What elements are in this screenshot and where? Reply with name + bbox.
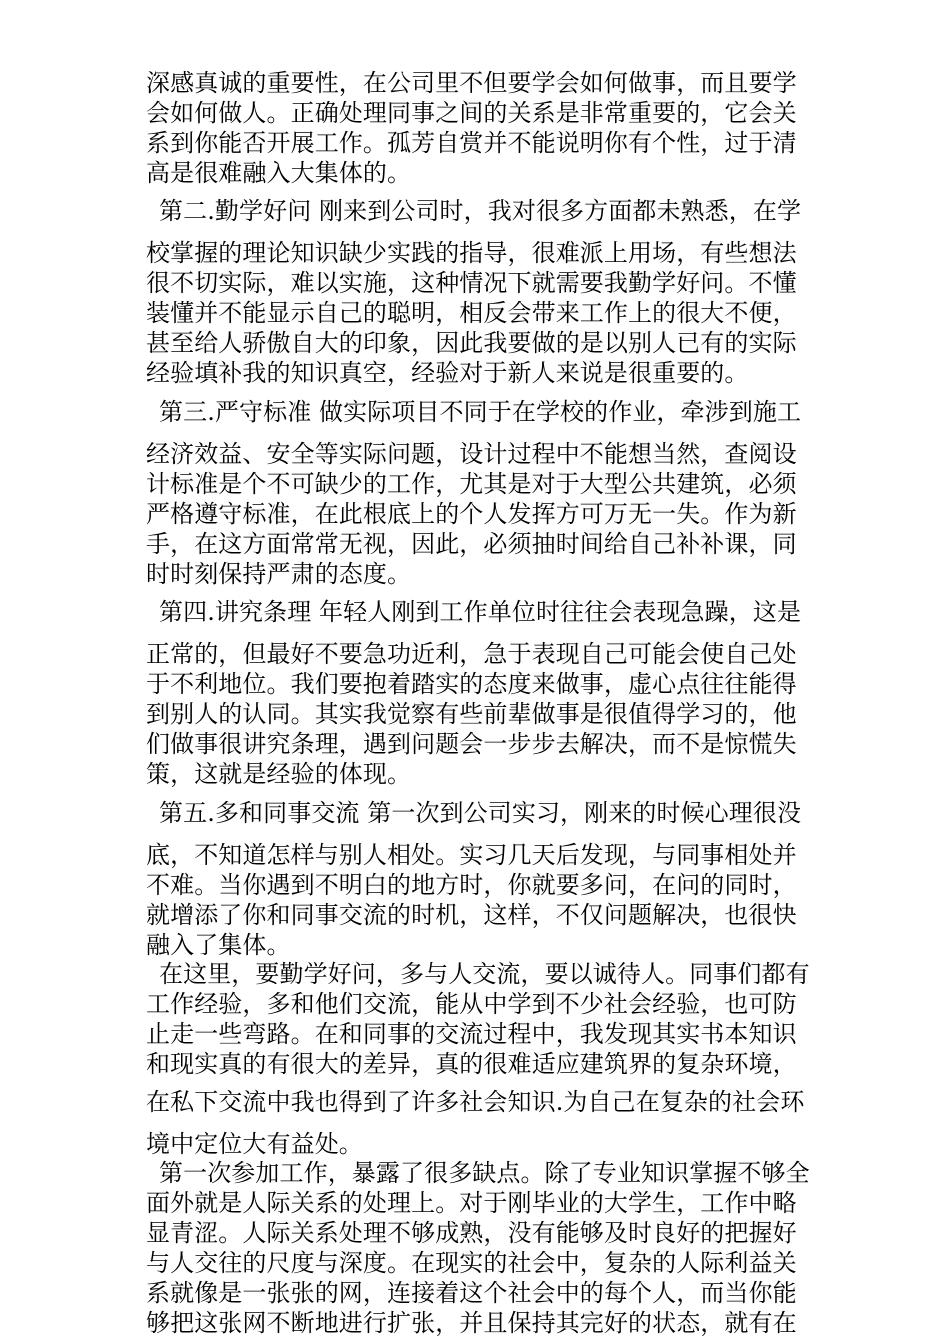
text-line: 显青涩。人际关系处理不够成熟，没有能够及时良好的把握好 (146, 1219, 797, 1247)
text-line: 们做事很讲究条理，遇到问题会一步步去解决，而不是惊慌失 (146, 730, 797, 758)
text-line: 到别人的认同。其实我觉察有些前辈做事是很值得学习的，他 (146, 700, 797, 728)
text-line: 第一次参加工作，暴露了很多缺点。除了专业知识掌握不够全 (159, 1159, 810, 1187)
text-line: 经验填补我的知识真空，经验对于新人来说是很重要的。 (146, 359, 749, 387)
text-line: 策，这就是经验的体现。 (146, 760, 412, 788)
text-line: 第五.多和同事交流 第一次到公司实习，刚来的时候心理很没 (159, 799, 802, 827)
text-line: 时时刻保持严肃的态度。 (146, 560, 412, 588)
text-line: 够把这张网不断地进行扩张，并且保持其完好的状态，就有在 (146, 1309, 797, 1337)
text-line: 甚至给人骄傲自大的印象，因此我要做的是以别人已有的实际 (146, 329, 797, 357)
text-line: 经济效益、安全等实际问题，设计过程中不能想当然，查阅设 (146, 440, 797, 468)
text-line: 于不利地位。我们要抱着踏实的态度来做事，虚心点往往能得 (146, 670, 797, 698)
text-line: 手，在这方面常常无视，因此，必须抽时间给自己补补课，同 (146, 530, 797, 558)
text-line: 在这里，要勤学好问，多与人交流，要以诚待人。同事们都有 (159, 960, 810, 988)
text-line: 第二.勤学好问 刚来到公司时，我对很多方面都未熟悉，在学 (159, 197, 802, 225)
text-line: 融入了集体。 (146, 931, 291, 959)
text-line: 工作经验，多和他们交流，能从中学到不少社会经验，也可防 (146, 990, 797, 1018)
text-line: 与人交往的尺度与深度。在现实的社会中，复杂的人际利益关 (146, 1249, 797, 1277)
text-line: 不难。当你遇到不明白的地方时，你就要多问，在问的同时， (146, 871, 797, 899)
text-line: 校掌握的理论知识缺少实践的指导，很难派上用场，有些想法 (146, 239, 797, 267)
text-line: 第四.讲究条理 年轻人刚到工作单位时往往会表现急躁，这是 (159, 598, 802, 626)
text-line: 正常的，但最好不要急功近利，急于表现自己可能会使自己处 (146, 640, 797, 668)
text-line: 底，不知道怎样与别人相处。实习几天后发现，与同事相处并 (146, 841, 797, 869)
text-line: 境中定位大有益处。 (146, 1130, 363, 1158)
text-line: 装懂并不能显示自己的聪明，相反会带来工作上的很大不便， (146, 299, 797, 327)
text-line: 第三.严守标准 做实际项目不同于在学校的作业，牵涉到施工 (159, 398, 802, 426)
text-line: 会如何做人。正确处理同事之间的关系是非常重要的，它会关 (146, 99, 797, 127)
text-line: 止走一些弯路。在和同事的交流过程中，我发现其实书本知识 (146, 1020, 797, 1048)
text-line: 和现实真的有很大的差异，真的很难适应建筑界的复杂环境， (146, 1050, 797, 1078)
text-line: 面外就是人际关系的处理上。对于刚毕业的大学生，工作中略 (146, 1189, 797, 1217)
text-line: 高是很难融入大集体的。 (146, 159, 412, 187)
text-line: 就增添了你和同事交流的时机，这样，不仅问题解决，也很快 (146, 901, 797, 929)
text-line: 严格遵守标准，在此根底上的个人发挥方可万无一失。作为新 (146, 500, 797, 528)
text-line: 计标准是个不可缺少的工作，尤其是对于大型公共建筑，必须 (146, 470, 797, 498)
text-line: 深感真诚的重要性，在公司里不但要学会如何做事，而且要学 (146, 69, 797, 97)
text-line: 在私下交流中我也得到了许多社会知识.为自己在复杂的社会环 (146, 1088, 805, 1116)
text-line: 系到你能否开展工作。孤芳自赏并不能说明你有个性，过于清 (146, 129, 797, 157)
text-line: 系就像是一张张的网，连接着这个社会中的每个人，而当你能 (146, 1279, 797, 1307)
text-line: 很不切实际，难以实施，这种情况下就需要我勤学好问。不懂 (146, 269, 797, 297)
